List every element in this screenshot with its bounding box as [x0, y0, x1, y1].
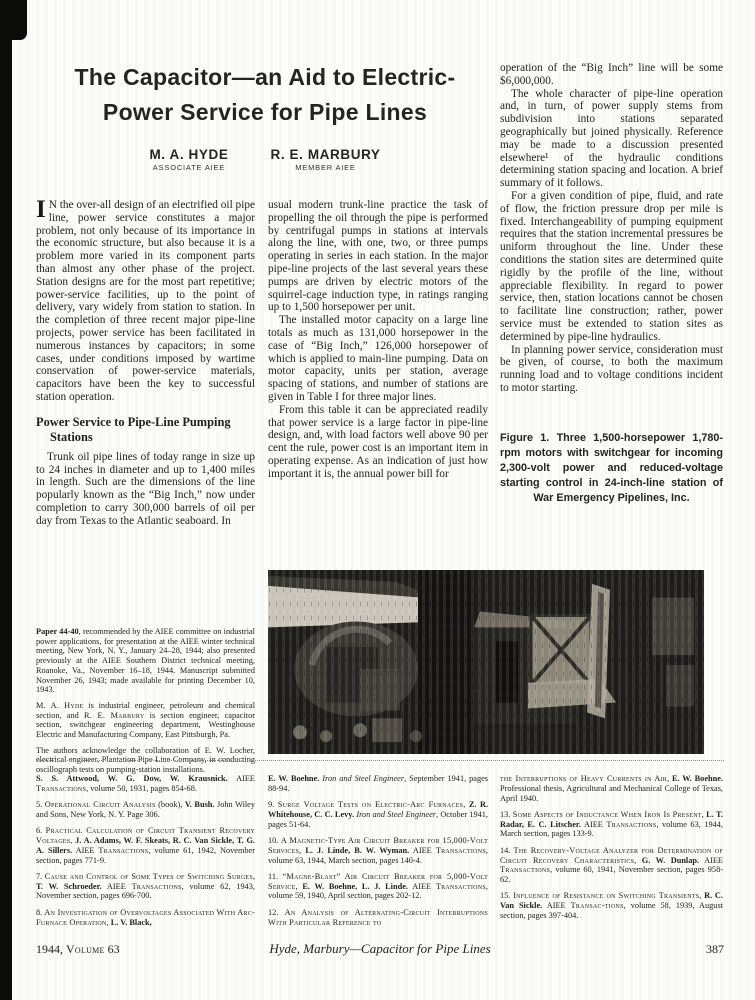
footnote-paper-info: Paper 44-40, recommended by the AIEE committee on industrial power applications, for presentation at the AIEE winter technical meeting, New York, N. Y., January 24–28, 1944; also presented previously at the AIEE Southern District technical meeting, Roanoke, Va., November 16–18, 1944. Manuscript submitted November 26, 1943; made available for printing December 10, 1943.	[36, 627, 255, 695]
drop-cap: I	[36, 196, 46, 223]
reference-item: 8. An Investigation of Overvoltages Associated With Arc-Furnace Operation, L. V. Black,	[36, 907, 256, 927]
figure1-photo	[268, 570, 704, 754]
page-title	[48, 60, 482, 130]
reference-item: S. S. Attwood, W. G. Dow, W. Krausnick. AIEE Transactions, volume 50, 1931, pages 854-68.	[36, 774, 255, 793]
footnote-author-bios: M. A. Hyde is industrial engineer, petroleum and chemical section, and R. E. Marbury is section engineer, capacitor section, switchgear engineering department, Westinghouse Electric and Manufacturing Company, East Pittsburgh, Pa.	[36, 700, 256, 740]
paragraph: operation of the “Big Inch” line will be some $6,000,000.	[500, 62, 723, 87]
machinery-photo-illustration	[268, 570, 704, 754]
body-column-1	[36, 196, 255, 528]
body-column-3	[500, 62, 723, 506]
paragraph: From this table it can be appreciated readily that power service is a large factor in pipe-line design, and, with load factors well above 90 per cent the rule, power cost is an important item in operating expense. As an indication of just how important it is, the annual power bill for	[268, 403, 488, 480]
scan-edge-mark	[0, 0, 27, 40]
reference-item: 6. Practical Calculation of Circuit Transient Recovery Voltages, J. A. Adams, W. F. Skeats, R. C. Van Sickle, T. G. A. Sillers. AIEE Transactions, volume 61, 1942, November section, pages 771-9.	[36, 826, 256, 865]
author-hyde	[149, 147, 228, 172]
reference-item: 15. Influence of Resistance on Switching Transients, R. C. Van Sickle. AIEE Transac-tions, volume 58, 1939, August section, pages 397-404.	[500, 891, 723, 921]
author-affiliation: MEMBER AIEE	[295, 163, 356, 172]
scan-edge-bar	[0, 0, 12, 1000]
reference-item: the Interruptions of Heavy Currents in Air, E. W. Boehne. Professional thesis, Agricultural and Mechanical College of Texas, April 1940.	[500, 774, 723, 803]
author-block	[48, 147, 482, 172]
reference-column-3	[500, 774, 723, 927]
reference-item: E. W. Boehne. Iron and Steel Engineer, September 1941, pages 88-94.	[268, 774, 489, 793]
body-column-2	[268, 199, 488, 481]
reference-item: 13. Some Aspects of Inductance When Iron Is Present, L. T. Radar, E. C. Litscher. AIEE Transactions, volume 63, 1944, March section, pages 133-9.	[500, 809, 723, 839]
paragraph: Trunk oil pipe lines of today range in size up to 24 inches in diameter and up to 1,400 miles in length. Such are the dimensions of the line popularly known as the “Big Inch,” now under completion to carry 300,000 barrels of oil per day from Texas to the Atlantic seaboard. In	[36, 450, 255, 527]
section-heading: Power Service to Pipe-Line Pumping Stations	[36, 414, 231, 445]
reference-item: 9. Surge Voltage Tests on Electric-Arc Furnaces, Z. R. Whitehouse, C. C. Levy. Iron and Steel Engineer, October 1941, pages 51-64.	[268, 800, 489, 829]
footer-running-title: Hyde, Marbury—Capacitor for Pipe Lines	[269, 941, 491, 956]
footnote-block	[36, 627, 255, 781]
paragraph: I N the over-all design of an electrified oil pipe line, power service constitutes a major problem, not only because of its importance in the economic structure, but also because it is a problem more varied in its component parts than almost any other phase of the project. Station designs are for the most part repetitive; power-service facilities, up to the point of delivery, vary widely from station to station. In the completion of three recent major pipe-line projects, power service has been facilitated in numerous instances by capacitors; in some cases, under conditions imposed by wartime conservation of power-service materials, capacitors have been the key to successful station operation.	[36, 196, 255, 403]
reference-item: 10. A Magnetic-Type Air Circuit Breaker for 15,000-Volt Services, L. J. Linde, B. W. Wyman. AIEE Transactions, volume 63, 1944, March section, pages 140-4.	[268, 835, 488, 865]
reference-divider-rule	[36, 760, 724, 761]
footnote-acknowledgment: The authors acknowledge the collaboration of E. W. Locher, electrical engineer, Plantation Pipe Line Company, in conducting oscillograph tests on pumping-station installations.	[36, 745, 255, 775]
reference-item: 14. The Recovery-Voltage Analyzer for Determination of Circuit Recovery Characteristics, G. W. Dunlap. AIEE Transactions, volume 60, 1941, November section, pages 958-62.	[500, 845, 723, 885]
footer-volume: 1944, Volume 63	[36, 942, 120, 956]
paragraph: In planning power service, consideration must be given, of course, to both the maximum running load and to voltage conditions incident to motor starting.	[500, 343, 723, 394]
page-footer	[36, 941, 724, 957]
reference-item: 11. “Magne-Blast” Air Circuit Breaker for 5,000-Volt Service, E. W. Boehne, L. J. Linde. AIEE Transactions, volume 59, 1940, April section, pages 202-12.	[268, 871, 488, 901]
paragraph: usual modern trunk-line practice the task of propelling the oil through the pipe is performed by centrifugal pumps in stations at intervals along the line, with one, two, or three pumps operating in series in each station. In the major pipe-line projects of the last several years these pumps are driven by electric motors of the squirrel-cage induction type, in ratings ranging up to 1,500 horsepower per unit.	[268, 199, 488, 314]
title-line-2: Power Service for Pipe Lines	[102, 99, 428, 125]
reference-item: 12. An Analysis of Alternating-Circuit Interruptions With Particular Reference to	[268, 907, 488, 927]
paragraph: For a given condition of pipe, fluid, and rate of flow, the friction pressure drop per mile is fixed. Interchangeability of pumping equipment requires that the station incremental pressures be uniform throughout the line. Under these conditions the station sites are determined quite rigidly by the profile of the line, without appreciable flexibility. In regard to power service, then, station locations cannot be chosen to facilitate line construction; rather, power service must be extended to station sites as determined by pipe-line hydraulics.	[500, 189, 723, 343]
author-marbury	[270, 147, 380, 172]
paragraph: The whole character of pipe-line operation and, in turn, of power supply stems from subdivision into stations separated geographically but joined physically. Reference may be made to a discussion presented elsewhere¹ of the hydraulic conditions determining station spacing and location. A brief summary of it follows.	[500, 87, 723, 190]
paragraph: The installed motor capacity on a large line totals as much as 131,000 horsepower in the case of “Big Inch,” 126,000 horsepower of which is applied to main-line pumping. Data on motor capacity, units per station, average spacing of stations, and number of stations are given in Table I for three major lines.	[268, 314, 488, 403]
reference-item: 7. Cause and Control of Some Types of Switching Surges, T. W. Schroeder. AIEE Transactions, volume 62, 1943, November section, pages 696-700.	[36, 871, 256, 901]
reference-item: 5. Operational Circuit Analysis (book), V. Bush. John Wiley and Sons, New York, N. Y. Page 306.	[36, 800, 256, 819]
title-line-1: The Capacitor—an Aid to Electric-	[74, 64, 456, 90]
reference-column-1	[36, 774, 255, 934]
figure1-caption: Figure 1. Three 1,500-horsepower 1,780-rpm motors with switchgear for incoming 2,300-volt power and reduced-voltage starting control in 24-inch-line station of War Emergency Pipelines, Inc.	[500, 431, 723, 504]
author-name: R. E. MARBURY	[270, 147, 381, 162]
author-name: M. A. HYDE	[149, 147, 229, 162]
footer-page-number: 387	[706, 942, 724, 956]
author-affiliation: ASSOCIATE AIEE	[152, 163, 226, 172]
reference-column-2	[268, 774, 488, 934]
